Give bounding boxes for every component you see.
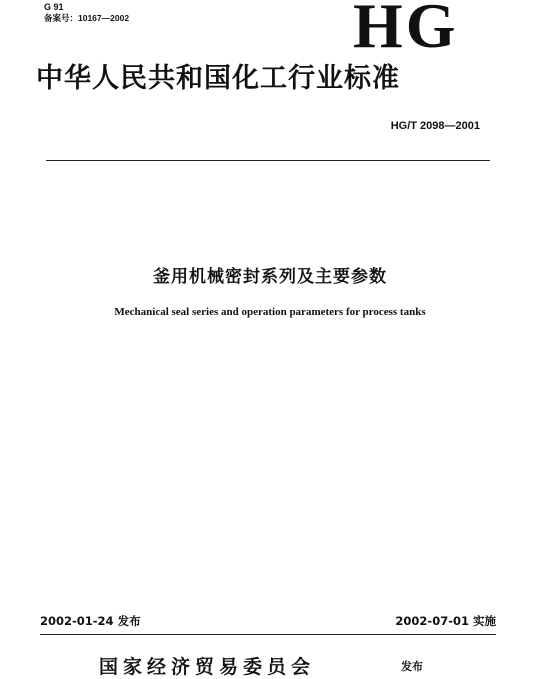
filing-number: 备案号：10167—2002	[44, 13, 130, 23]
standard-title-en: Mechanical seal series and operation parameters for process tanks	[114, 306, 426, 318]
classification-code: G 91	[44, 2, 64, 12]
standard-title-cn: 釜用机械密封系列及主要参数	[153, 267, 387, 287]
implementation-date: 2002-07-01 实施	[395, 614, 496, 628]
footer-divider	[40, 634, 496, 635]
publisher-name: 国家经济贸易委员会	[99, 656, 316, 678]
issue-date: 2002-01-24 发布	[40, 614, 141, 628]
publish-label: 发布	[401, 660, 423, 673]
hg-logo: HG	[353, 0, 459, 61]
standard-code: HG/T 2098—2001	[390, 120, 480, 132]
header-divider	[46, 160, 490, 161]
industry-standard-title: 中华人民共和国化工行业标准	[36, 63, 400, 94]
